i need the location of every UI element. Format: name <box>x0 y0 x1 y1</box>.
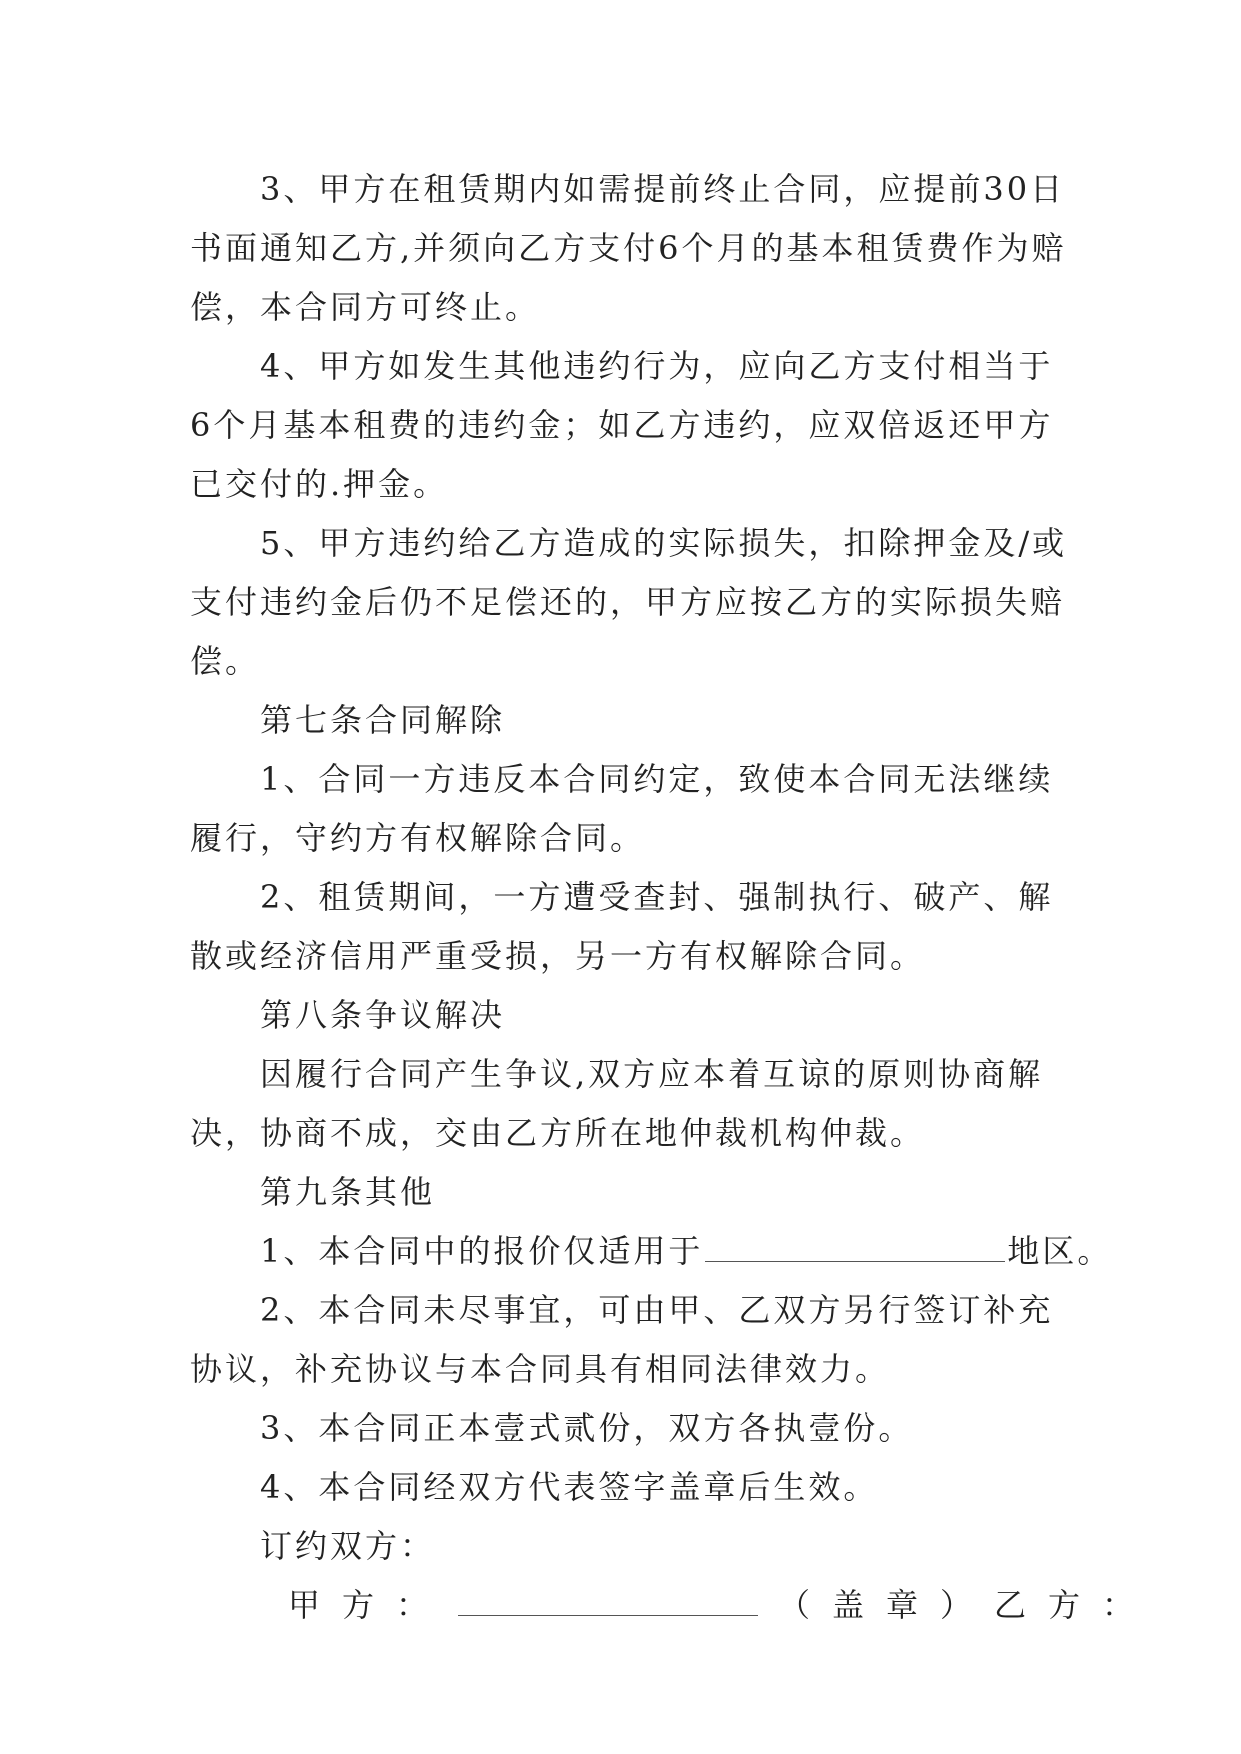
clause-9-item-3: 3、本合同正本壹式贰份，双方各执壹份。 <box>260 1409 914 1447</box>
party-a-signature-field[interactable] <box>458 1589 758 1616</box>
clause-9-heading: 第九条其他 <box>260 1173 436 1211</box>
signature-line <box>190 1576 1157 1635</box>
contract-body <box>190 160 1157 1635</box>
clause-9-item-4: 4、本合同经双方代表签字盖章后生效。 <box>260 1468 879 1506</box>
clause-8-heading: 第八条争议解决 <box>260 996 506 1034</box>
party-b-label: 乙方： <box>994 1586 1157 1624</box>
region-blank-field[interactable] <box>705 1235 1005 1262</box>
contracting-parties-label: 订约双方： <box>260 1527 436 1565</box>
clause-9-item-1-prefix: 1、本合同中的报价仅适用于 <box>260 1232 704 1270</box>
clause-6-item-3: 3、甲方在租赁期内如需提前终止合同，应提前30日书面通知乙方,并须向乙方支付6个月的基本租赁费作为赔偿，本合同方可终止。 <box>190 170 1067 326</box>
clause-6-item-5: 5、甲方违约给乙方造成的实际损失，扣除押金及/或支付违约金后仍不足偿还的，甲方应按乙方的实际损失赔偿。 <box>190 524 1068 680</box>
clause-9-item-1 <box>190 1222 1113 1281</box>
clause-7-heading: 第七条合同解除 <box>260 701 506 739</box>
seal-label: （盖章） <box>778 1586 995 1624</box>
clause-8-text: 因履行合同产生争议,双方应本着互谅的原则协商解决，协商不成，交由乙方所在地仲裁机构仲裁。 <box>190 1055 1044 1152</box>
clause-7-item-1: 1、合同一方违反本合同约定，致使本合同无法继续履行，守约方有权解除合同。 <box>190 760 1054 857</box>
clause-6-item-4: 4、甲方如发生其他违约行为，应向乙方支付相当于6个月基本租费的违约金；如乙方违约，应双倍返还甲方已交付的.押金。 <box>190 347 1054 503</box>
clause-7-item-2: 2、租赁期间，一方遭受查封、强制执行、破产、解散或经济信用严重受损，另一方有权解除合同。 <box>190 878 1054 975</box>
clause-9-item-1-suffix: 地区。 <box>1007 1232 1113 1270</box>
party-a-label: 甲方： <box>288 1586 451 1624</box>
clause-9-item-2: 2、本合同未尽事宜，可由甲、乙双方另行签订补充协议，补充协议与本合同具有相同法律效力。 <box>190 1291 1054 1388</box>
